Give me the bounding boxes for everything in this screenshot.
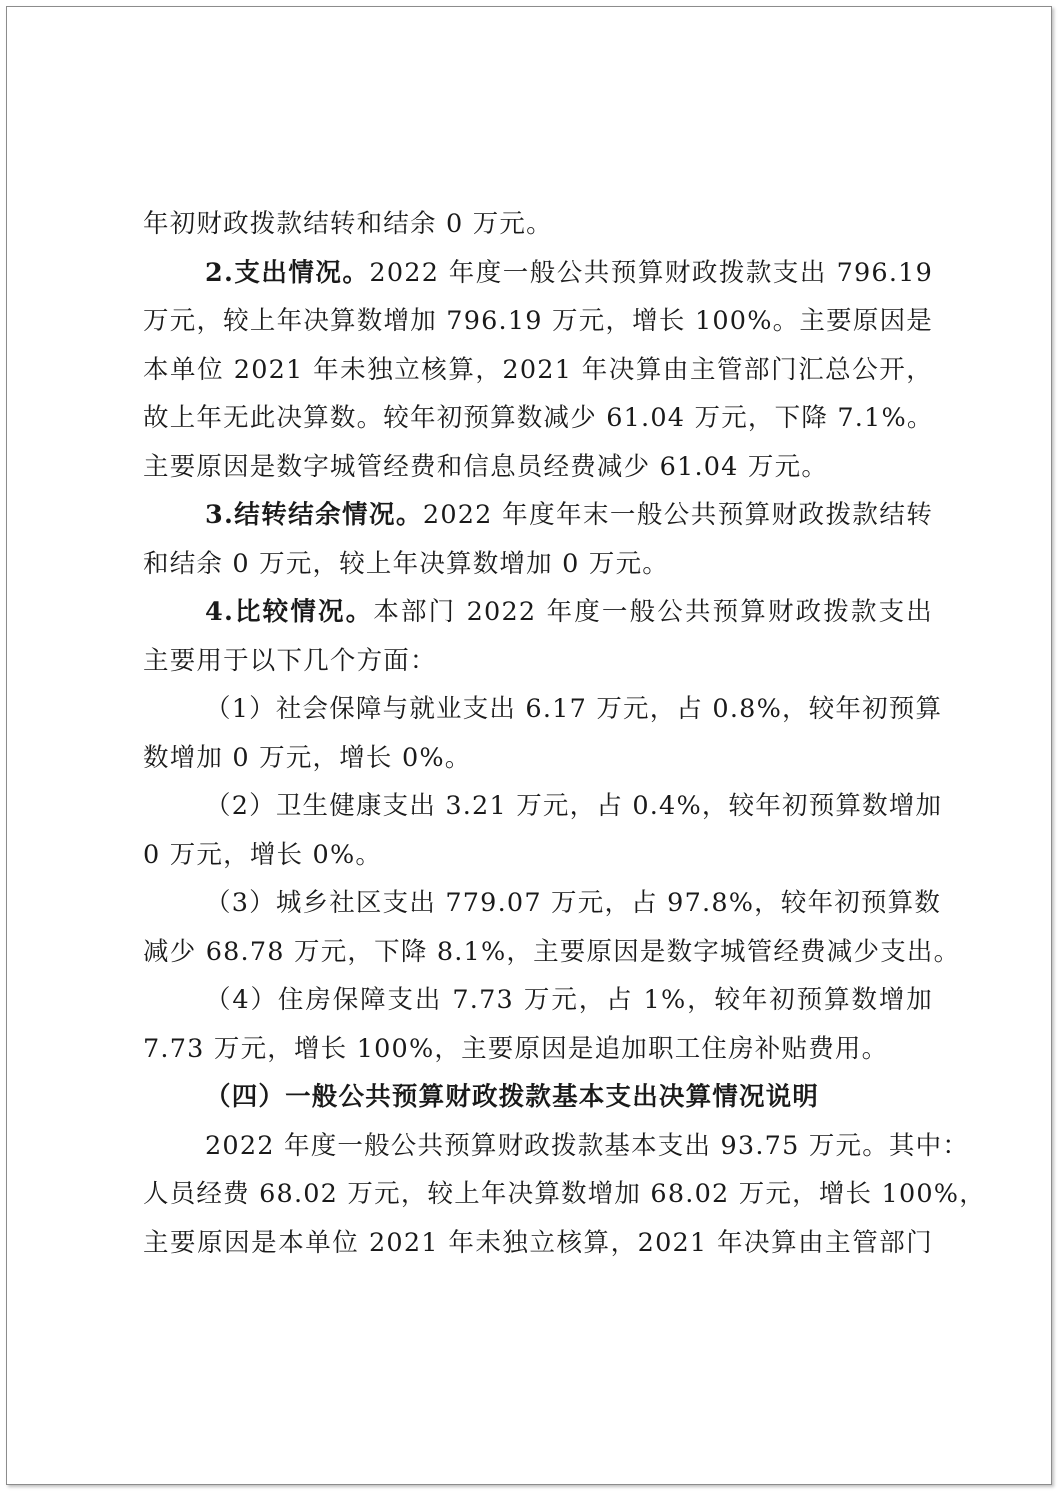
paragraph-line: （1）社会保障与就业支出 6.17 万元，占 0.8%，较年初预算 — [205, 694, 943, 724]
paragraph-line: 7.73 万元，增长 100%，主要原因是追加职工住房补贴费用。 — [143, 1033, 889, 1064]
section-heading: 4.比较情况。 — [205, 597, 374, 627]
paragraph-line: （4）住房保障支出 7.73 万元，占 1%，较年初预算数增加 — [205, 985, 933, 1015]
paragraph-line — [143, 249, 933, 298]
paragraph-line: 主要用于以下几个方面： — [143, 645, 437, 676]
paragraph-line: 数增加 0 万元，增长 0%。 — [143, 742, 472, 773]
paragraph-line — [143, 491, 933, 540]
paragraph-line: 万元，较上年决算数增加 796.19 万元，增长 100%。主要原因是 — [143, 306, 933, 336]
paragraph-line: 本单位 2021 年未独立核算，2021 年决算由主管部门汇总公开， — [143, 354, 933, 385]
section-heading: 2.支出情况。 — [205, 257, 370, 288]
subsection-heading: （四）一般公共预算财政拨款基本支出决算情况说明 — [205, 1082, 820, 1112]
paragraph-line: 年初财政拨款结转和结余 0 万元。 — [143, 209, 553, 239]
paragraph-line: 主要原因是数字城管经费和信息员经费减少 61.04 万元。 — [143, 451, 829, 482]
paragraph-text: 2022 年度年末一般公共预算财政拨款结转 — [422, 500, 934, 530]
paragraph-line: （3）城乡社区支出 779.07 万元，占 97.8%，较年初预算数 — [205, 888, 942, 918]
document-page — [6, 6, 1052, 1485]
paragraph-line: 减少 68.78 万元，下降 8.1%，主要原因是数字城管经费减少支出。 — [143, 936, 961, 967]
paragraph-line: 人员经费 68.02 万元，较上年决算数增加 68.02 万元，增长 100%， — [143, 1179, 986, 1209]
paragraph-line — [143, 588, 933, 637]
paragraph-line: 主要原因是本单位 2021 年未独立核算，2021 年决算由主管部门 — [143, 1227, 933, 1258]
paragraph-line: （2）卫生健康支出 3.21 万元，占 0.4%，较年初预算数增加 — [205, 791, 943, 821]
paragraph-line: 故上年无此决算数。较年初预算数减少 61.04 万元，下降 7.1%。 — [143, 403, 934, 433]
paragraph-text: 2022 年度一般公共预算财政拨款支出 796.19 — [369, 257, 933, 288]
paragraph-line: 0 万元，增长 0%。 — [143, 839, 383, 870]
paragraph-text: 本部门 2022 年度一般公共预算财政拨款支出 — [373, 597, 933, 627]
paragraph-line: 2022 年度一般公共预算财政拨款基本支出 93.75 万元。其中： — [205, 1130, 970, 1161]
section-heading: 3.结转结余情况。 — [205, 500, 423, 530]
document-body — [143, 200, 986, 1267]
paragraph-line: 和结余 0 万元，较上年决算数增加 0 万元。 — [143, 548, 669, 579]
